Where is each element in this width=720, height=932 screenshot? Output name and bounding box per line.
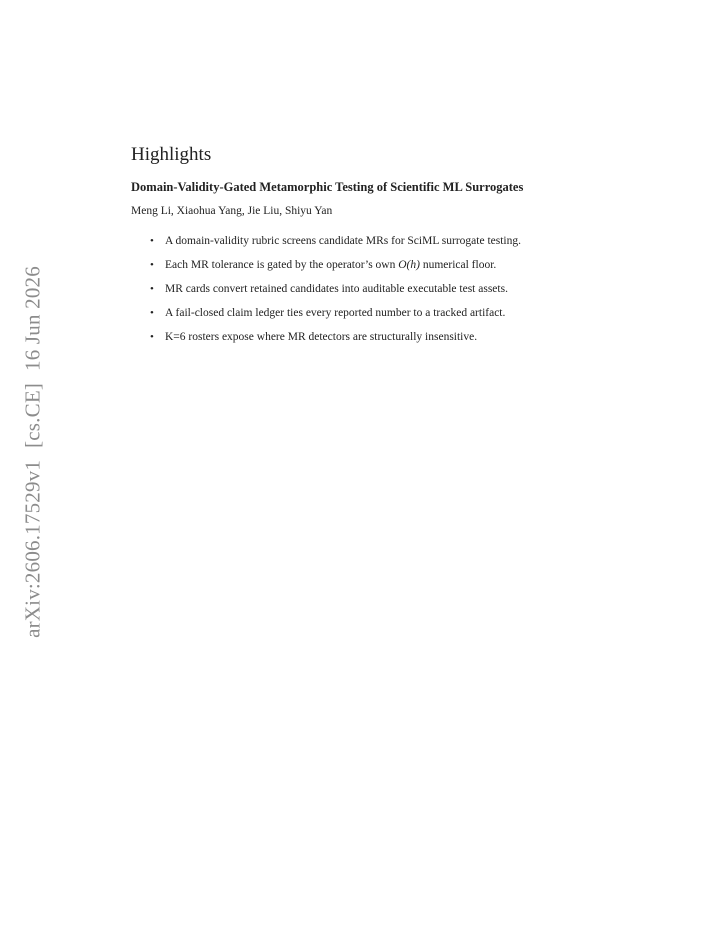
- highlight-item: [149, 330, 591, 345]
- highlight-item: [149, 306, 591, 321]
- bullet-icon: •: [150, 235, 154, 247]
- highlight-item: [149, 234, 591, 249]
- highlight-text-before-math: Each MR tolerance is gated by the operator’s own: [165, 259, 399, 271]
- highlight-text-after-math: numerical floor.: [419, 259, 497, 271]
- arxiv-id: arXiv:2606.17529v1: [20, 459, 45, 638]
- bullet-icon: •: [150, 307, 154, 319]
- paper-title: Domain-Validity-Gated Metamorphic Testing of Scientific ML Surrogates: [131, 180, 524, 194]
- highlight-text: MR cards convert retained candidates into auditable executable test assets.: [165, 283, 508, 295]
- highlight-item: [149, 282, 591, 297]
- highlights-section: [131, 143, 591, 354]
- bullet-icon: •: [150, 259, 154, 271]
- highlights-list: [131, 234, 591, 345]
- math-expression: O(h): [398, 259, 420, 271]
- highlight-text: A domain-validity rubric screens candidate MRs for SciML surrogate testing.: [165, 235, 521, 247]
- highlight-text: A fail-closed claim ledger ties every reported number to a tracked artifact.: [165, 307, 506, 319]
- arxiv-category: [cs.CE]: [20, 382, 45, 448]
- author-list: Meng Li, Xiaohua Yang, Jie Liu, Shiyu Yan: [131, 205, 333, 217]
- arxiv-identifier-stamp: [21, 266, 46, 638]
- highlight-item: [149, 258, 591, 273]
- bullet-icon: •: [150, 283, 154, 295]
- arxiv-date: 16 Jun 2026: [20, 266, 45, 371]
- bullet-icon: •: [150, 331, 154, 343]
- highlight-text: K=6 rosters expose where MR detectors are structurally insensitive.: [165, 331, 478, 343]
- highlights-heading: Highlights: [131, 144, 212, 165]
